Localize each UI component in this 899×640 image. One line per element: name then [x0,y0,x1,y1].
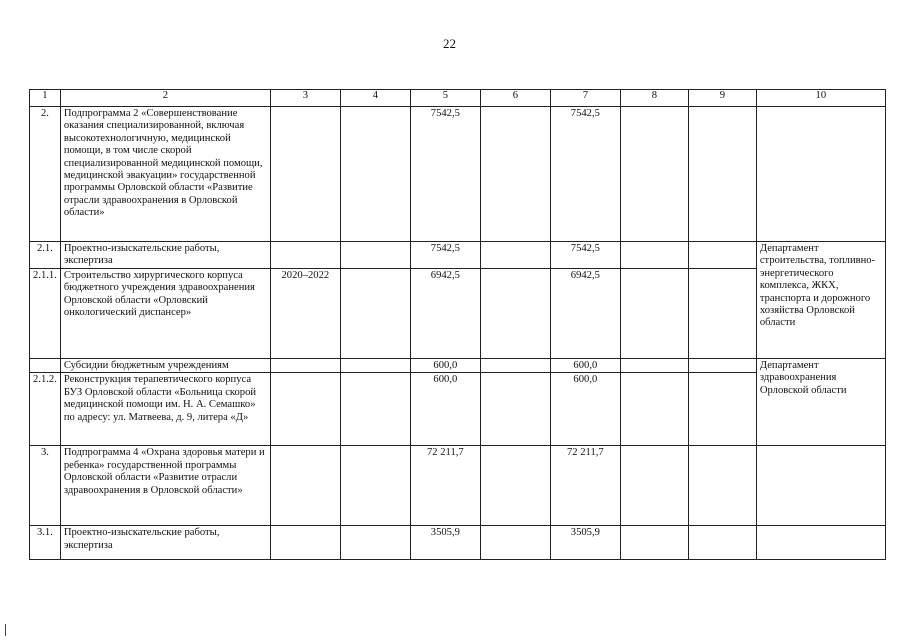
row-col4 [340,526,410,560]
table-row [30,446,886,526]
row-col5: 6942,5 [410,269,480,359]
row-col4 [340,242,410,269]
row-col7: 7542,5 [550,242,620,269]
row-name: Субсидии бюджетным учреждениям [60,359,270,373]
table-row [30,107,886,242]
row-col6 [480,269,550,359]
row-col5: 600,0 [410,359,480,373]
row-period [270,359,340,373]
row-col5: 7542,5 [410,107,480,242]
row-period [270,446,340,526]
row-name: Проектно-изыскательские работы, экспертиза [60,242,270,269]
row-col4 [340,359,410,373]
row-name: Реконструкция терапевтического корпуса БУЗ Орловской области «Больница скорой медицинской помощи им. Н. А. Семашко» по адресу: ул. Матвеева, д. 9, литера «Д» [60,373,270,446]
row-col6 [480,446,550,526]
row-period: 2020–2022 [270,269,340,359]
row-col6 [480,526,550,560]
row-col7: 3505,9 [550,526,620,560]
row-col5: 600,0 [410,373,480,446]
table-row [30,242,886,269]
row-col8 [620,526,688,560]
row-responsible [756,446,885,526]
row-col9 [688,107,756,242]
row-col4 [340,373,410,446]
row-number [30,359,61,373]
table-row [30,526,886,560]
row-col4 [340,269,410,359]
header-cell-8: 8 [620,90,688,107]
row-col9 [688,359,756,373]
row-period [270,373,340,446]
header-cell-2: 2 [60,90,270,107]
row-number: 2.1.2. [30,373,61,446]
row-col8 [620,269,688,359]
row-col8 [620,373,688,446]
margin-mark [5,624,6,636]
row-col5: 7542,5 [410,242,480,269]
row-col9 [688,373,756,446]
row-number: 3.1. [30,526,61,560]
row-number: 2.1.1. [30,269,61,359]
row-period [270,526,340,560]
header-cell-1: 1 [30,90,61,107]
row-col8 [620,446,688,526]
row-col9 [688,242,756,269]
row-col6 [480,242,550,269]
row-col9 [688,269,756,359]
page-number: 22 [443,36,456,51]
row-name: Подпрограмма 4 «Охрана здоровья матери и ребенка» государственной программы Орловской области «Развитие отрасли здравоохранения в Орловской области» [60,446,270,526]
row-col7: 600,0 [550,373,620,446]
row-responsible [756,526,885,560]
row-col6 [480,373,550,446]
row-col6 [480,107,550,242]
row-col7: 7542,5 [550,107,620,242]
header-cell-5: 5 [410,90,480,107]
row-number: 3. [30,446,61,526]
row-col6 [480,359,550,373]
row-number: 2. [30,107,61,242]
row-name: Строительство хирургического корпуса бюджетного учреждения здравоохранения Орловской области «Орловский онкологический диспансер» [60,269,270,359]
row-col5: 3505,9 [410,526,480,560]
header-row [30,90,886,107]
row-period [270,242,340,269]
row-col9 [688,446,756,526]
table-row [30,359,886,373]
row-responsible-construction: Департамент строительства, топливно-энергетического комплекса, ЖКХ, транспорта и дорожного хозяйства Орловской области [756,242,885,359]
header-cell-10: 10 [756,90,885,107]
row-col5: 72 211,7 [410,446,480,526]
row-name: Подпрограмма 2 «Совершенствование оказания специализированной, включая высокотехнологичную, медицинской помощи, в том числе скорой специализированной медицинской помощи, медицинской эвакуации» государственной программы Орловской области «Развитие отрасли здравоохранения в Орловской области» [60,107,270,242]
row-responsible [756,107,885,242]
row-col7: 600,0 [550,359,620,373]
row-col7: 6942,5 [550,269,620,359]
budget-table [29,89,886,560]
row-col8 [620,107,688,242]
header-cell-9: 9 [688,90,756,107]
row-name: Проектно-изыскательские работы, экспертиза [60,526,270,560]
row-col4 [340,446,410,526]
row-col8 [620,242,688,269]
row-number: 2.1. [30,242,61,269]
header-cell-3: 3 [270,90,340,107]
row-responsible-health: Департамент здравоохранения Орловской области [756,359,885,446]
row-col4 [340,107,410,242]
row-col7: 72 211,7 [550,446,620,526]
header-cell-6: 6 [480,90,550,107]
row-col9 [688,526,756,560]
header-cell-7: 7 [550,90,620,107]
header-cell-4: 4 [340,90,410,107]
row-col8 [620,359,688,373]
row-period [270,107,340,242]
